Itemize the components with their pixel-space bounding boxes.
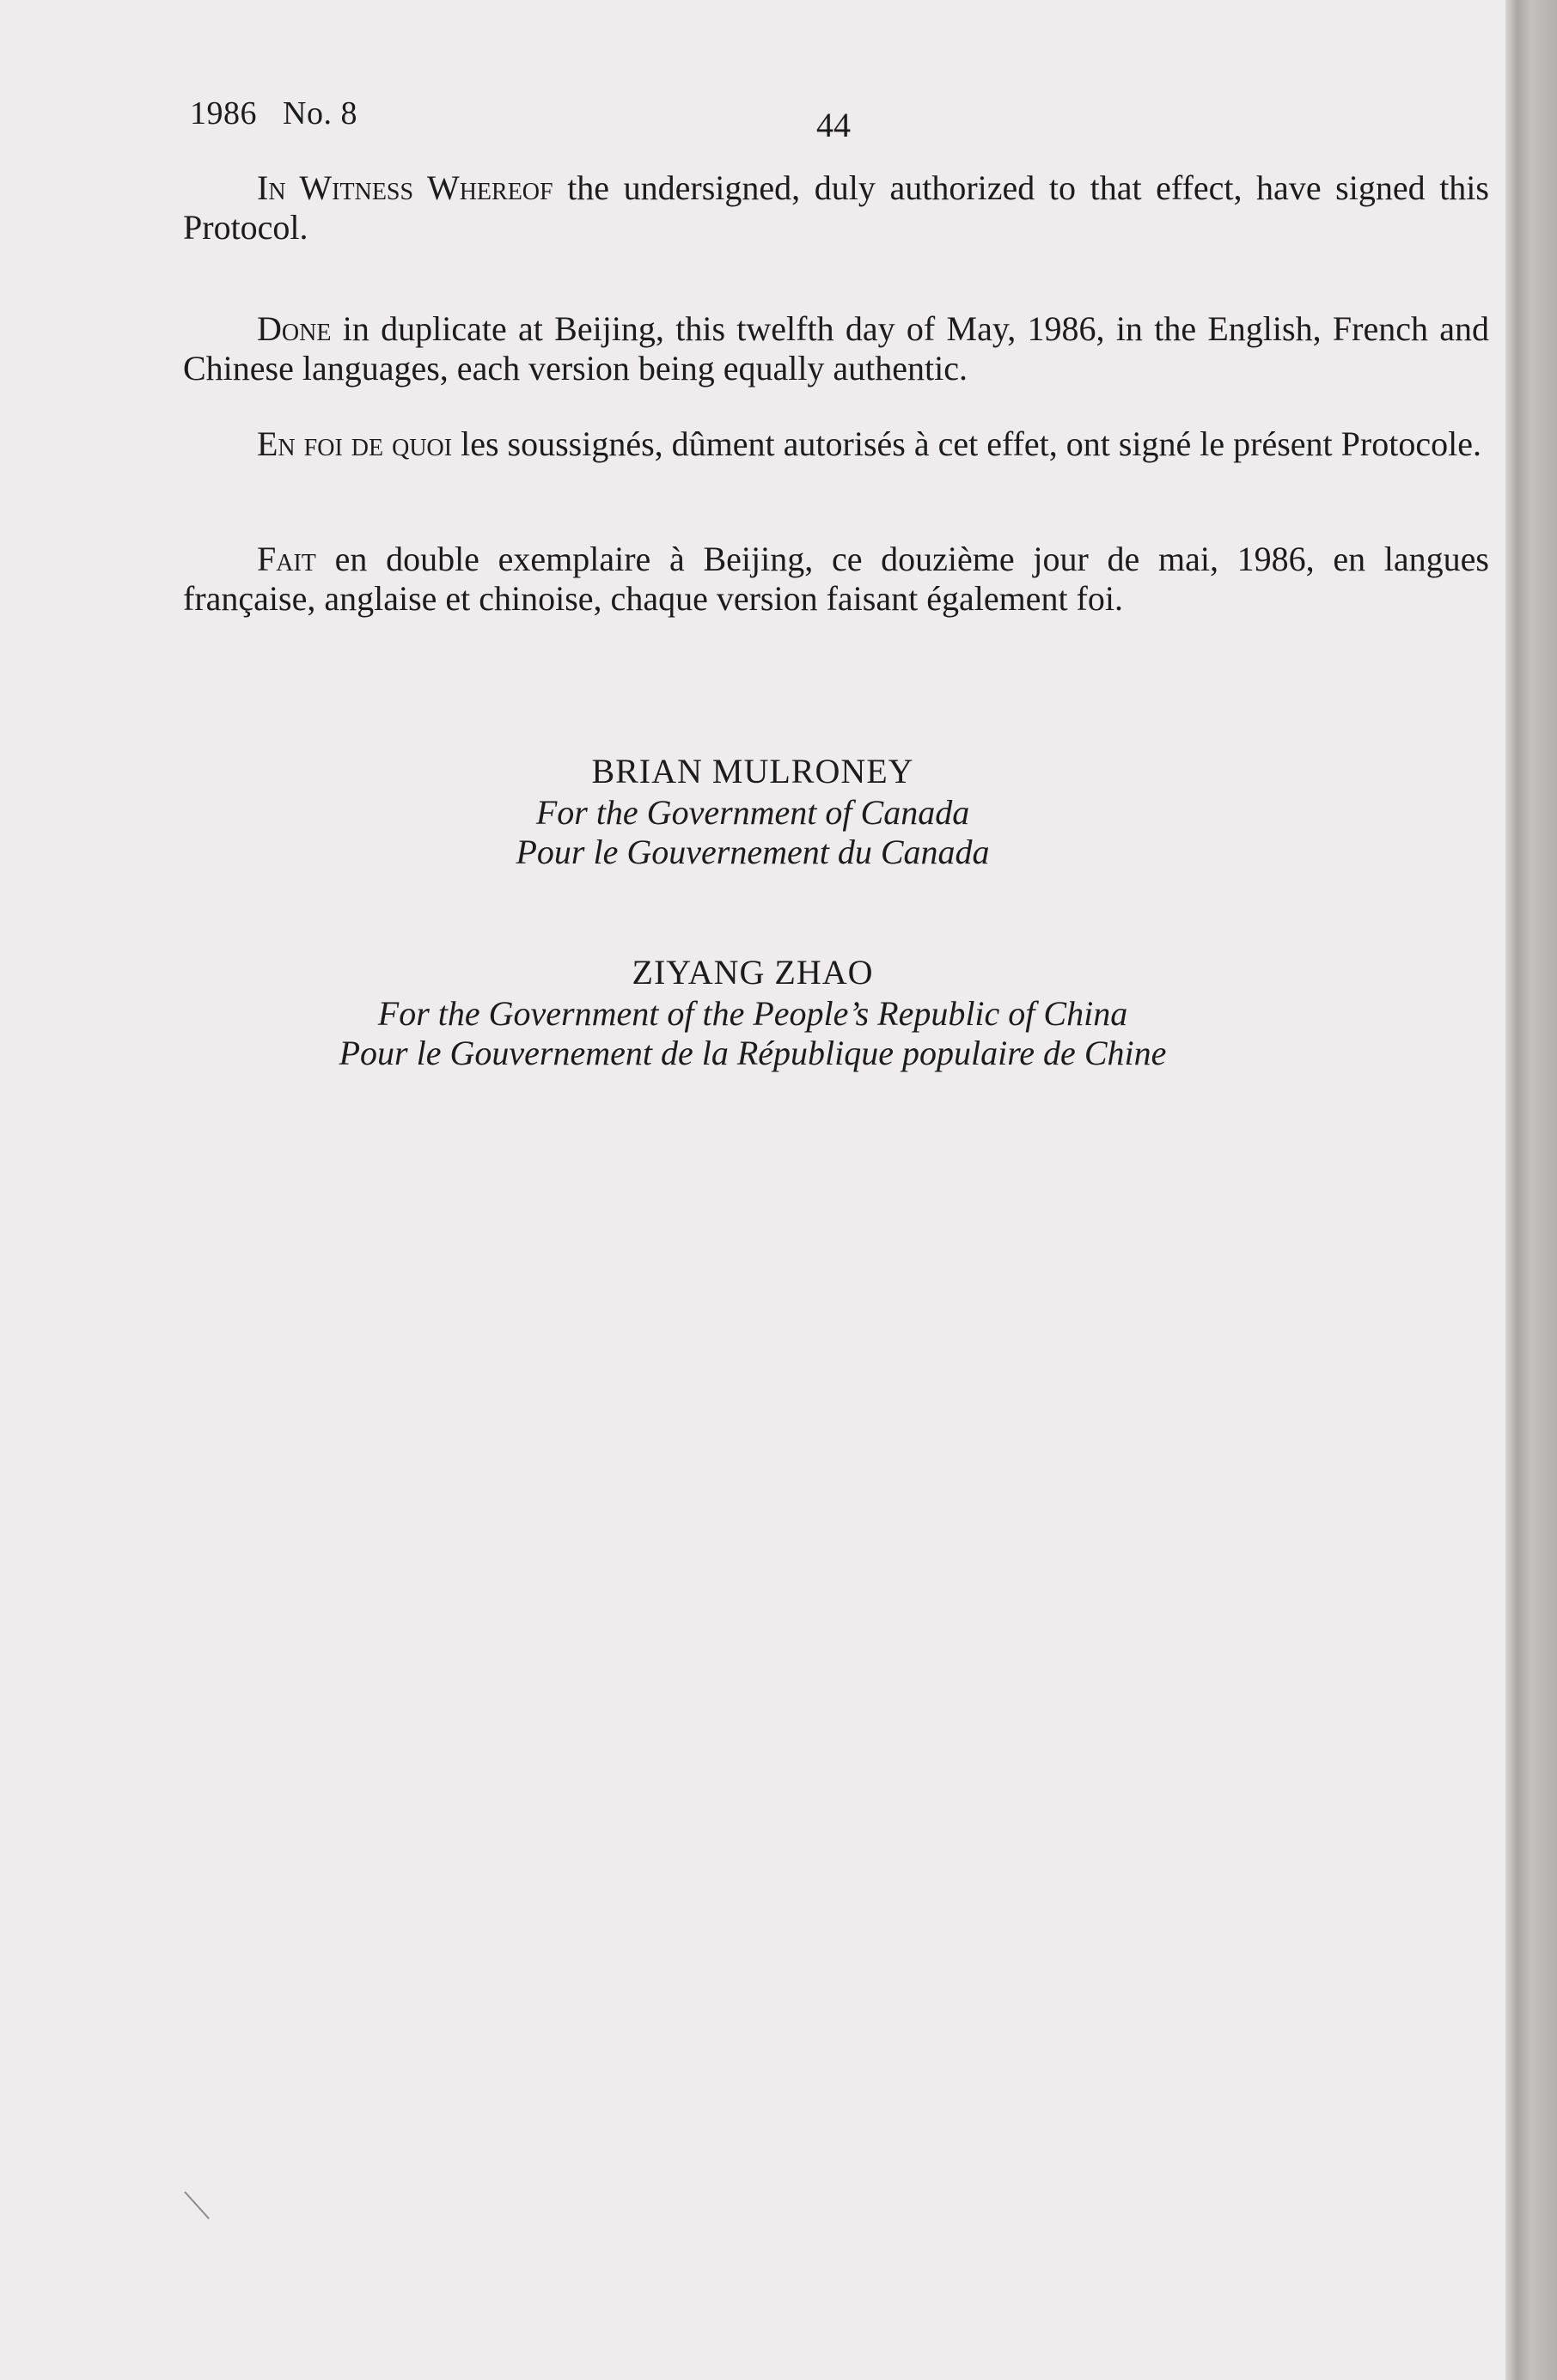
running-header xyxy=(190,95,357,132)
header-number: No. 8 xyxy=(283,95,357,131)
paragraph-done xyxy=(183,309,1489,388)
signature-block-canada xyxy=(0,750,1505,872)
signatory-name: BRIAN MULRONEY xyxy=(591,752,914,790)
signatory-capacity-en: For the Government of the People’s Republic of China xyxy=(377,994,1128,1033)
signatory-capacity-fr: Pour le Gouvernement du Canada xyxy=(516,833,990,871)
signatory-capacity-fr: Pour le Gouvernement de la République populaire de Chine xyxy=(339,1034,1167,1072)
page-edge xyxy=(1505,0,1557,2380)
signatory-name: ZIYANG ZHAO xyxy=(632,953,874,992)
header-year: 1986 xyxy=(190,95,257,131)
paragraph-text: les soussignés, dûment autorisés à cet effet, ont signé le présent Protocole. xyxy=(452,424,1481,463)
paragraph-text: the undersigned, duly authorized to that effect, have signed this Protocol. xyxy=(183,168,1489,247)
stray-pen-mark xyxy=(184,2191,210,2219)
signatory-capacity-en: For the Government of Canada xyxy=(535,793,970,832)
page-number: 44 xyxy=(816,106,851,144)
paragraph-lead: In Witness Whereof xyxy=(257,168,553,207)
paragraph-text: in duplicate at Beijing, this twelfth day of May, 1986, in the English, French and Chinese languages, each version being equally authentic. xyxy=(183,309,1489,388)
signature-block-china xyxy=(0,951,1505,1073)
paragraph-lead: Fait xyxy=(257,540,316,578)
paragraph-in-witness xyxy=(183,168,1489,247)
paragraph-en-foi-de-quoi xyxy=(183,424,1489,464)
paragraph-fait xyxy=(183,540,1489,619)
paragraph-text: en double exemplaire à Beijing, ce douzième jour de mai, 1986, en langues française, anglaise et chinoise, chaque version faisant également foi. xyxy=(183,540,1489,618)
paragraph-lead: Done xyxy=(257,309,332,348)
paragraph-lead: En foi de quoi xyxy=(257,424,453,463)
